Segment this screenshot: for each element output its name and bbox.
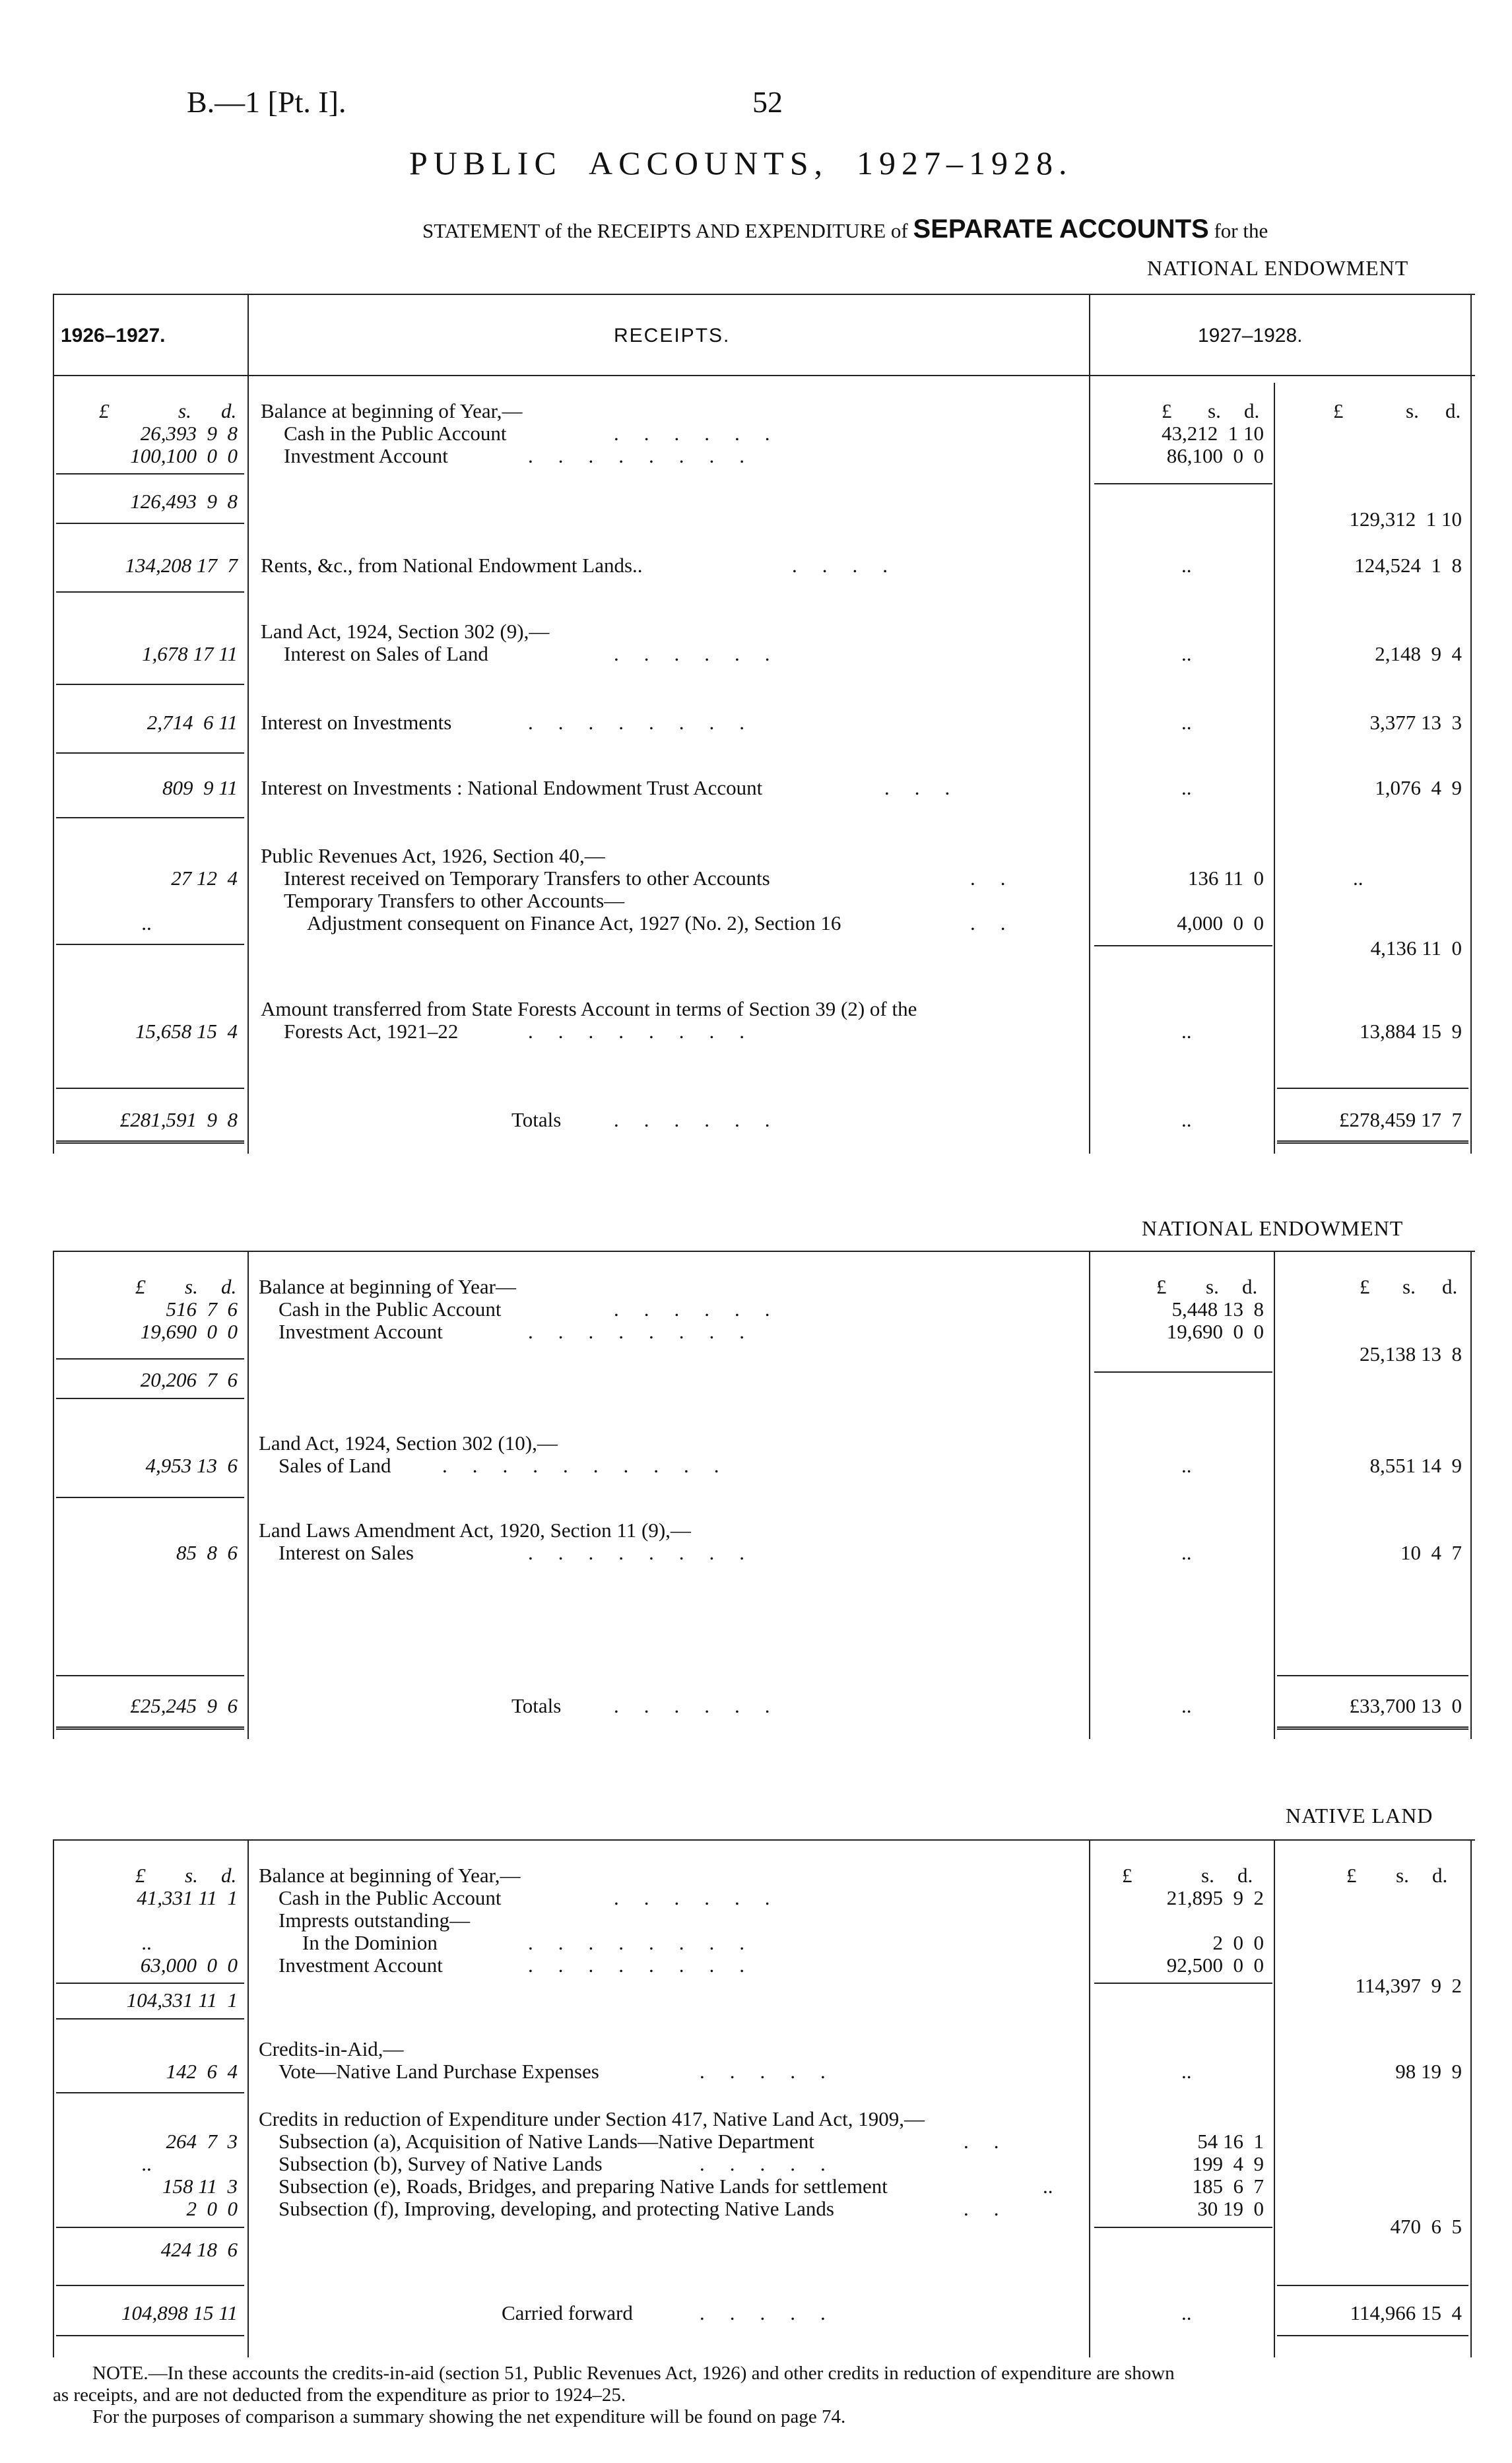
s1-land-leader: ...... [614, 642, 795, 665]
s1-totals-outer: £278,459 17 7 [1339, 1108, 1462, 1131]
s1-cash-leader: ...... [614, 422, 795, 445]
s3-inv-label: Investment Account [279, 1954, 443, 1977]
s3-sub-b: Subsection (b), Survey of Native Lands [279, 2152, 603, 2175]
s3-sub-b-leader: ..... [700, 2152, 851, 2175]
s3-cia-label: Vote—Native Land Purchase Expenses [279, 2060, 599, 2083]
s2-land-label: Sales of Land [279, 1454, 391, 1477]
s2-cash-prev: 516 7 6 [166, 1297, 238, 1321]
s2-llaa-inner: .. [1181, 1541, 1192, 1564]
s1-prv-l1: Interest received on Temporary Transfers to other Accounts [284, 867, 770, 890]
s3-bal-prev-total: 104,331 11 1 [126, 1988, 238, 2012]
s3-sub-f: Subsection (f), Improving, developing, and protecting Native Lands [279, 2197, 834, 2220]
s1-land-inner: .. [1181, 642, 1192, 665]
s1-trust-leader: ... [884, 776, 975, 799]
s2-cash-label: Cash in the Public Account [279, 1297, 502, 1321]
s1-invint-outer: 3,377 13 3 [1369, 711, 1462, 734]
s2-totals-outer: £33,700 13 0 [1349, 1694, 1462, 1717]
s1-forest-leader: ........ [528, 1020, 770, 1043]
page-ref: B.—1 [Pt. I]. [187, 85, 346, 119]
s2-land-head: Land Act, 1924, Section 302 (10),— [259, 1431, 558, 1455]
s2-inv-label: Investment Account [279, 1320, 443, 1343]
s1-invint-label: Interest on Investments [261, 711, 452, 734]
s2-balance-head: Balance at beginning of Year— [259, 1275, 516, 1298]
s1-trust-label: Interest on Investments : National Endowment Trust Account [261, 776, 763, 799]
s1-totals-inner: .. [1181, 1108, 1192, 1131]
s1-prv-head: Public Revenues Act, 1926, Section 40,— [261, 844, 605, 867]
s1-rents-label: Rents, &c., from National Endowment Lands.. [261, 554, 643, 577]
s1-trust-outer: 1,076 4 9 [1375, 776, 1462, 799]
s1-invint-prev: 2,714 6 11 [147, 711, 238, 734]
s3-balance-head: Balance at beginning of Year,— [259, 1864, 521, 1887]
s3-cash-leader: ...... [614, 1886, 795, 1909]
s3-cia-leader: ..... [700, 2060, 851, 2083]
s3-imprest-leader: ........ [528, 1931, 770, 1954]
s3-bal-outer: 114,397 9 2 [1355, 1974, 1462, 1997]
s1-trust-prev: 809 9 11 [162, 776, 238, 799]
s1-prv-l1-inner: 136 11 0 [1187, 867, 1264, 890]
col-header-prev-year: 1926–1927. [61, 325, 166, 346]
s3-sub-f-leader: .. [964, 2197, 1024, 2220]
s1-inv-label: Investment Account [284, 444, 448, 467]
s2-bal-outer: 25,138 13 8 [1360, 1342, 1462, 1365]
s3-sub-e-inner: 185 6 7 [1192, 2175, 1264, 2198]
s1-invint-inner: .. [1181, 711, 1192, 734]
s3-sub-a-prev: 264 7 3 [166, 2130, 238, 2153]
s1-forest-l1: Amount transferred from State Forests Account in terms of Section 39 (2) of the [261, 997, 917, 1020]
s1-cash-prev: 26,393 9 8 [140, 422, 238, 445]
s2-land-leader: .......... [442, 1454, 744, 1477]
s2-totals-label: Totals [511, 1694, 562, 1717]
statement-post: for the [1214, 219, 1268, 242]
s1-prv-l2: Temporary Transfers to other Accounts— [284, 889, 625, 912]
s3-cred-head: Credits in reduction of Expenditure under Section 417, Native Land Act, 1909,— [259, 2107, 925, 2130]
s3-sub-e-prev: 158 11 3 [162, 2175, 238, 2198]
s3-cred-outer: 470 6 5 [1390, 2215, 1462, 2238]
section2-name: NATIONAL ENDOWMENT [1142, 1216, 1404, 1240]
s3-cia-head: Credits-in-Aid,— [259, 2037, 404, 2060]
s2-llaa-label: Interest on Sales [279, 1541, 414, 1564]
s2-inv-leader: ........ [528, 1320, 770, 1343]
s3-sub-f-prev: 2 0 0 [186, 2197, 238, 2220]
s1-prv-outer: 4,136 11 0 [1370, 936, 1462, 960]
s1-prv-l3-leader: .. [970, 911, 1031, 935]
s3-cf-prev: 104,898 15 11 [121, 2301, 238, 2324]
s1-totals-prev: £281,591 9 8 [119, 1108, 238, 1131]
s2-land-prev: 4,953 13 6 [145, 1454, 238, 1477]
statement-bold: SEPARATE ACCOUNTS [913, 214, 1209, 244]
s1-cash-label: Cash in the Public Account [284, 422, 507, 445]
s1-forest-l2: Forests Act, 1921–22 [284, 1020, 459, 1043]
s1-balance-head: Balance at beginning of Year,— [261, 399, 523, 422]
s3-inv-inner: 92,500 0 0 [1166, 1954, 1264, 1977]
s3-sub-b-prev: .. [142, 2152, 152, 2175]
s2-cash-inner: 5,448 13 8 [1171, 1297, 1264, 1321]
s1-inv-leader: ........ [528, 444, 770, 467]
s1-land-head: Land Act, 1924, Section 302 (9),— [261, 620, 550, 643]
s1-rents-prev: 134,208 17 7 [125, 554, 238, 577]
s1-forest-prev: 15,658 15 4 [135, 1020, 238, 1043]
s1-forest-outer: 13,884 15 9 [1360, 1020, 1462, 1043]
s3-cf-inner: .. [1181, 2301, 1192, 2324]
s3-sub-a-leader: .. [964, 2130, 1024, 2153]
s2-llaa-leader: ........ [528, 1541, 770, 1564]
s3-cf-outer: 114,966 15 4 [1350, 2301, 1462, 2324]
s1-totals-label: Totals [511, 1108, 562, 1131]
s3-cia-outer: 98 19 9 [1395, 2060, 1462, 2083]
s1-land-label: Interest on Sales of Land [284, 642, 488, 665]
s1-prv-l1-outer: .. [1353, 867, 1364, 890]
note-line-3: For the purposes of comparison a summary showing the net expenditure will be found on page 74. [92, 2406, 846, 2427]
s3-sub-e-leader: .. [1043, 2175, 1053, 2198]
s1-land-prev: 1,678 17 11 [142, 642, 238, 665]
s3-cia-inner: .. [1181, 2060, 1192, 2083]
s1-rents-outer: 124,524 1 8 [1354, 554, 1462, 577]
s1-trust-inner: .. [1181, 776, 1192, 799]
s2-land-inner: .. [1181, 1454, 1192, 1477]
s3-sub-f-inner: 30 19 0 [1197, 2197, 1264, 2220]
s1-bal-prev-total: 126,493 9 8 [130, 490, 238, 513]
s1-prv-l1-leader: .. [970, 867, 1031, 890]
section3-name: NATIVE LAND [1286, 1804, 1433, 1827]
s3-imprest-label: In the Dominion [302, 1931, 438, 1954]
col-header-receipts: RECEIPTS. [614, 325, 731, 346]
s1-prv-l1-prev: 27 12 4 [171, 867, 238, 890]
s1-inv-prev: 100,100 0 0 [130, 444, 238, 467]
note-line-2: as receipts, and are not deducted from the expenditure as prior to 1924–25. [53, 2384, 626, 2406]
s1-prv-l3-inner: 4,000 0 0 [1177, 911, 1264, 935]
statement-pre: STATEMENT of the RECEIPTS AND EXPENDITURE of [422, 219, 908, 242]
s1-land-outer: 2,148 9 4 [1375, 642, 1462, 665]
col-header-curr-year: 1927–1928. [1198, 325, 1303, 346]
s2-land-outer: 8,551 14 9 [1369, 1454, 1462, 1477]
s2-inv-prev: 19,690 0 0 [140, 1320, 238, 1343]
s3-cash-inner: 21,895 9 2 [1166, 1886, 1264, 1909]
s1-invint-leader: ........ [528, 711, 770, 734]
s3-inv-prev: 63,000 0 0 [140, 1954, 238, 1977]
s3-imprest-prev: .. [142, 1931, 152, 1954]
s1-inv-inner: 86,100 0 0 [1166, 444, 1264, 467]
section1-name: NATIONAL ENDOWMENT [1147, 256, 1409, 280]
s3-cash-label: Cash in the Public Account [279, 1886, 502, 1909]
s2-llaa-prev: 85 8 6 [176, 1541, 238, 1564]
s2-inv-inner: 19,690 0 0 [1166, 1320, 1264, 1343]
s3-cred-prev-total: 424 18 6 [160, 2238, 238, 2261]
s3-cia-prev: 142 6 4 [166, 2060, 238, 2083]
s2-totals-leader: ...... [614, 1694, 795, 1717]
s1-forest-inner: .. [1181, 1020, 1192, 1043]
s3-imprest-inner: 2 0 0 [1212, 1931, 1264, 1954]
s2-bal-prev-total: 20,206 7 6 [140, 1368, 238, 1391]
s3-inv-leader: ........ [528, 1954, 770, 1977]
s1-bal-outer: 129,312 1 10 [1349, 508, 1462, 531]
s3-cf-leader: ..... [700, 2301, 851, 2324]
s2-totals-inner: .. [1181, 1694, 1192, 1717]
s3-sub-e: Subsection (e), Roads, Bridges, and preparing Native Lands for settlement [279, 2175, 888, 2198]
s2-totals-prev: £25,245 9 6 [130, 1694, 238, 1717]
s1-rents-inner: .. [1181, 554, 1192, 577]
s2-cash-leader: ...... [614, 1297, 795, 1321]
s2-llaa-outer: 10 4 7 [1400, 1541, 1462, 1564]
s1-prv-l3-prev: .. [142, 911, 152, 935]
s1-prv-l3: Adjustment consequent on Finance Act, 1927 (No. 2), Section 16 [307, 911, 841, 935]
s1-totals-leader: ...... [614, 1108, 795, 1131]
page-number: 52 [752, 85, 783, 119]
s3-sub-b-inner: 199 4 9 [1192, 2152, 1264, 2175]
s2-llaa-head: Land Laws Amendment Act, 1920, Section 11 (9),— [259, 1519, 691, 1542]
s1-cash-inner: 43,212 1 10 [1162, 422, 1264, 445]
statement-line [422, 214, 1268, 244]
s3-cash-prev: 41,331 11 1 [137, 1886, 238, 1909]
page-title: PUBLIC ACCOUNTS, 1927–1928. [409, 145, 1073, 181]
s1-rents-leader: .... [792, 554, 913, 577]
s3-imprest-head: Imprests outstanding— [279, 1909, 471, 1932]
s3-sub-a-inner: 54 16 1 [1197, 2130, 1264, 2153]
note-line-1: NOTE.—In these accounts the credits-in-aid (section 51, Public Revenues Act, 1926) and other credits in reduction of expenditure are shown [92, 2363, 1175, 2384]
s3-cf-label: Carried forward [502, 2301, 633, 2324]
s3-sub-a: Subsection (a), Acquisition of Native Lands—Native Department [279, 2130, 814, 2153]
